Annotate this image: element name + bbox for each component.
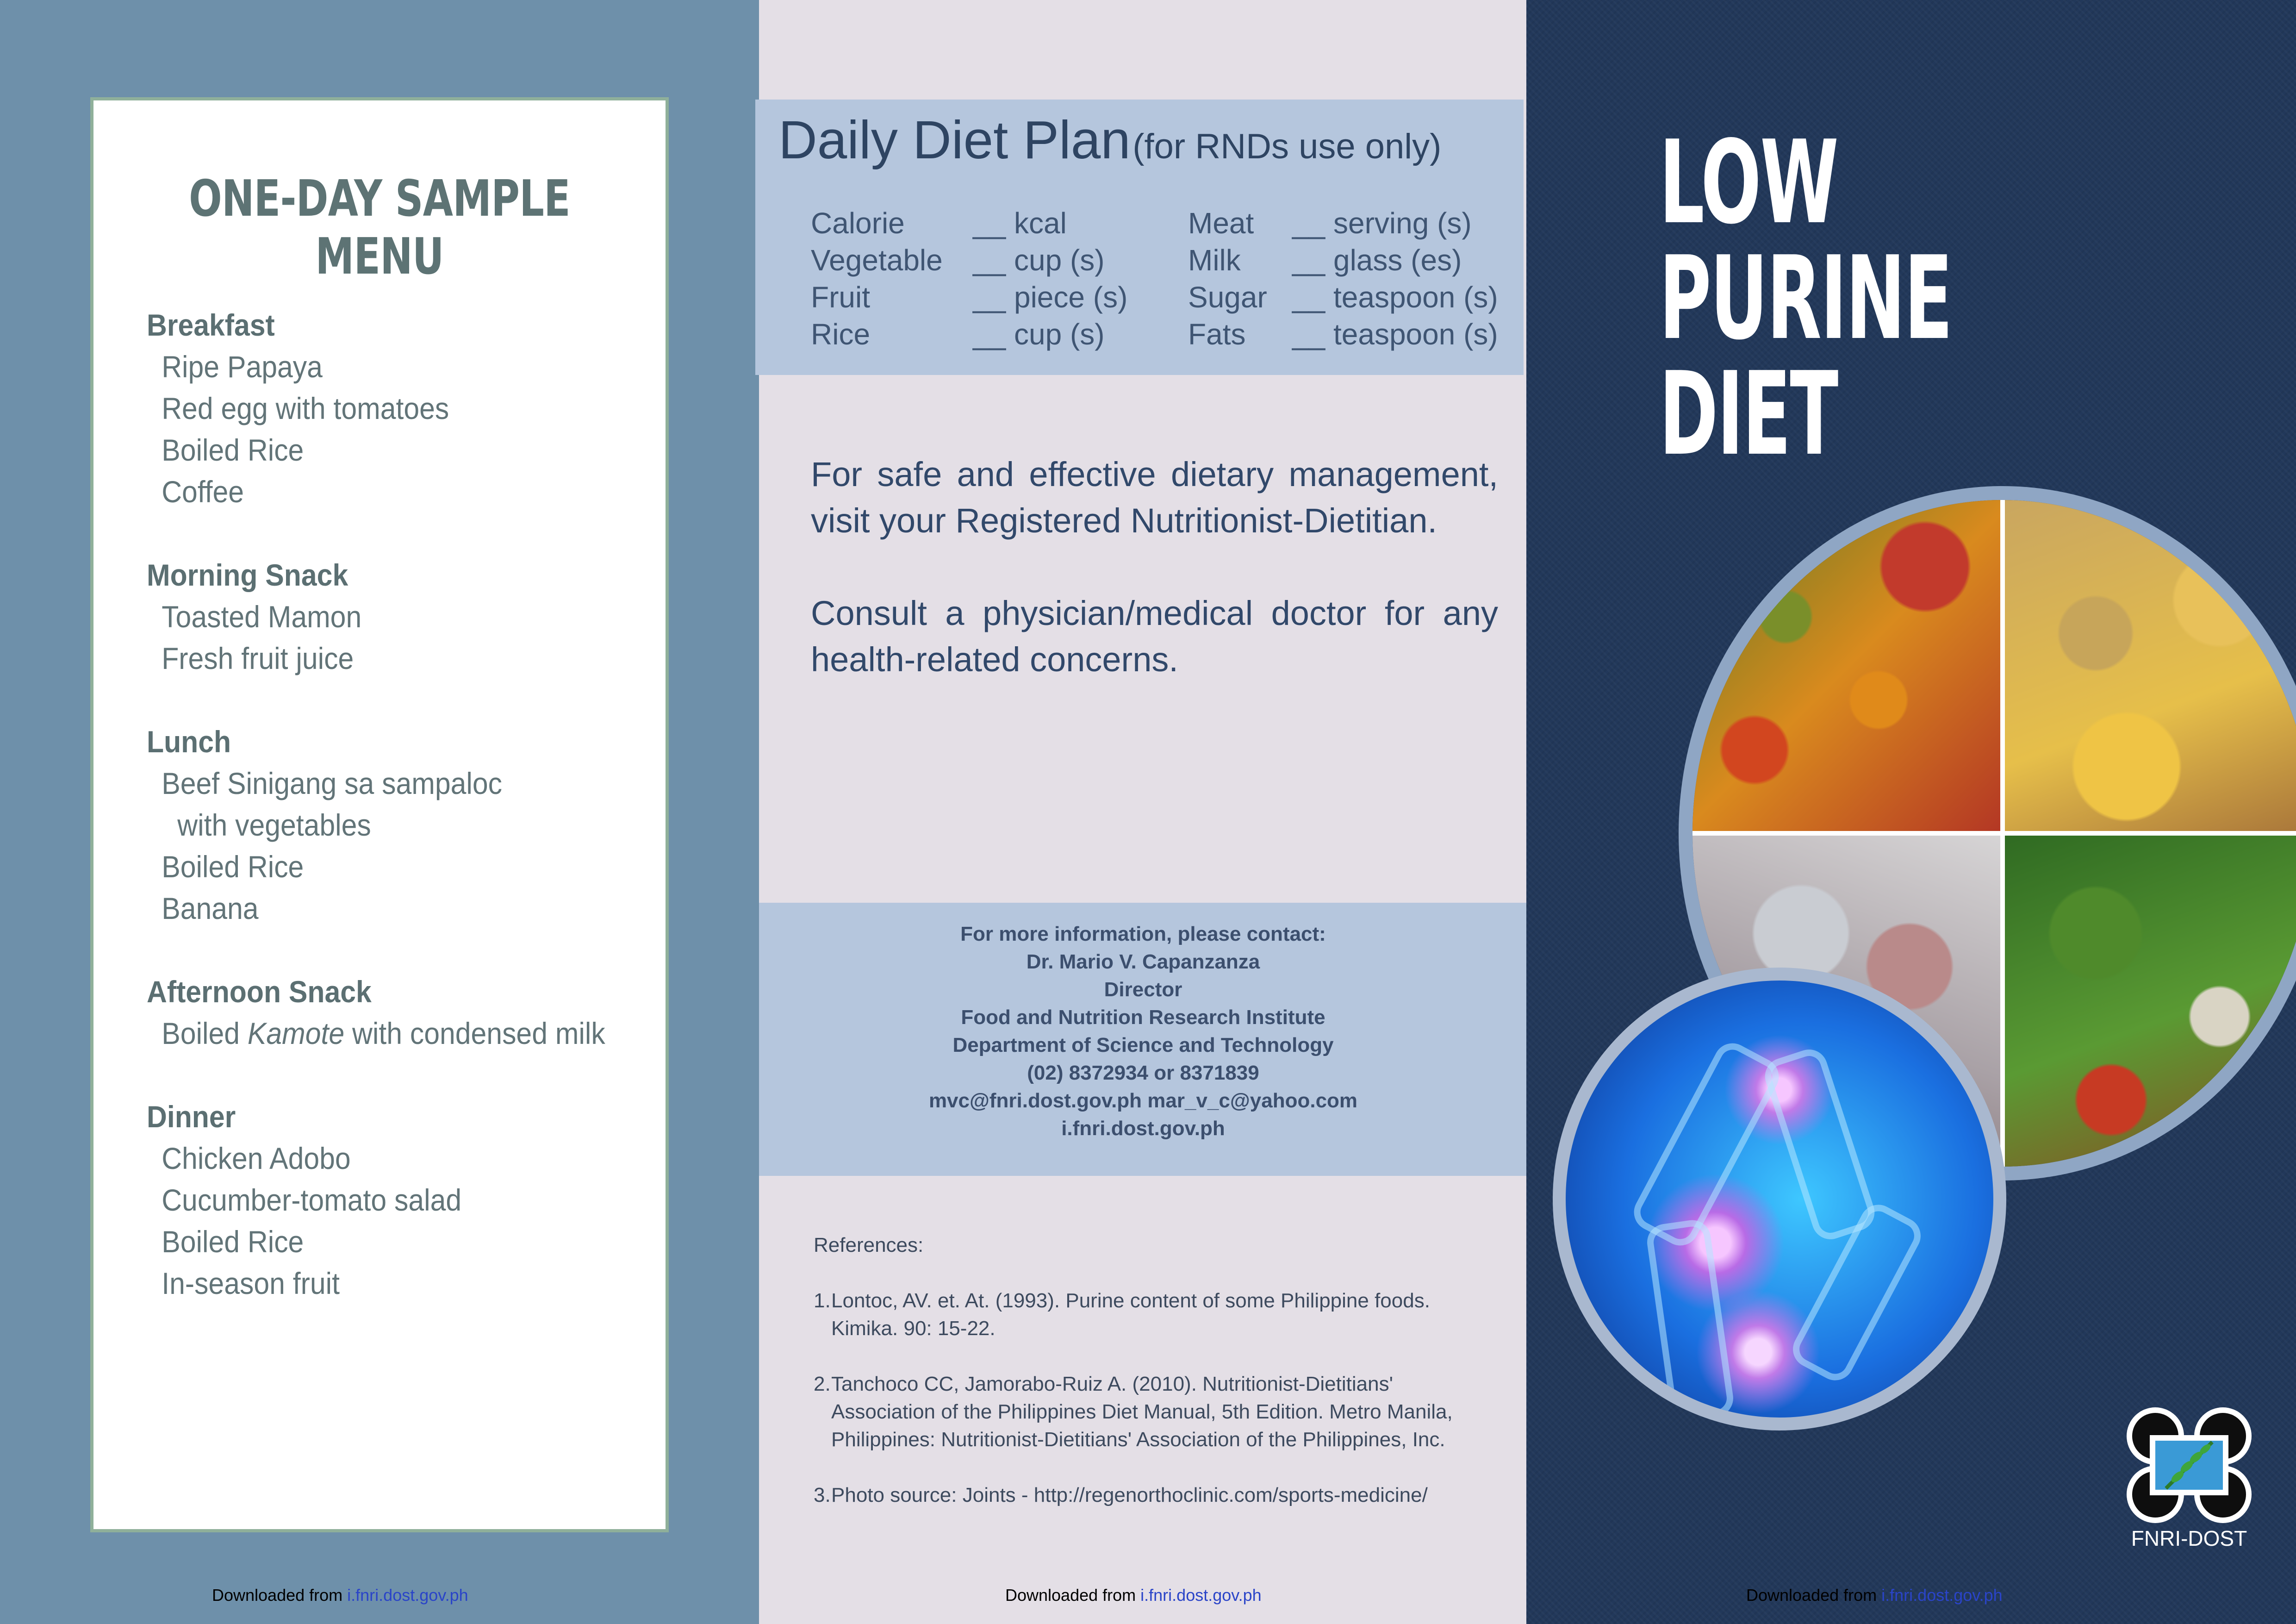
meal-item: Banana [162, 891, 259, 925]
meal-name: Afternoon Snack [147, 974, 372, 1009]
reference-number: 2. [814, 1373, 831, 1395]
plan-label: Vegetable [811, 244, 943, 277]
plan-title-note: (for RNDs use only) [1132, 127, 1442, 166]
image-divider [1692, 831, 2296, 836]
meal-item: Red egg with tomatoes [162, 391, 449, 425]
advice-physician: Consult a physician/medical doctor for any health-related concerns. [811, 594, 1498, 679]
footer-prefix: Downloaded from [212, 1586, 348, 1605]
plan-label: Rice [811, 318, 871, 351]
meal-name: Lunch [147, 725, 231, 759]
meal-afternoon-snack [147, 971, 645, 1054]
vegetables-image [2003, 833, 2296, 1167]
reference-item [814, 1481, 1494, 1509]
meal-name: Dinner [147, 1099, 236, 1134]
references-heading: References: [814, 1234, 924, 1256]
sample-menu-card [90, 97, 669, 1532]
reference-item [814, 1370, 1494, 1454]
plan-value: __ glass (es) [1292, 244, 1462, 277]
footer-left [212, 1586, 468, 1605]
contact-info [759, 920, 1527, 1143]
plan-label: Meat [1188, 206, 1254, 240]
plan-title [778, 109, 1441, 171]
plan-label: Fruit [811, 281, 870, 314]
plan-value: __ cup (s) [973, 244, 1105, 277]
meal-item-text: with condensed milk [344, 1016, 605, 1050]
meal-lunch [147, 721, 533, 929]
contact-line: Dr. Mario V. Capanzanza [1026, 950, 1260, 973]
fruits-image [1692, 500, 2003, 833]
meal-item: Chicken Adobo [162, 1141, 351, 1175]
meal-item: Coffee [162, 475, 244, 509]
meal-morning-snack [147, 554, 380, 679]
contact-line: For more information, please contact: [960, 923, 1326, 945]
plan-label: Calorie [811, 206, 905, 240]
reference-text: Tanchoco CC, Jamorabo-Ruiz A. (2010). Nutritionist-Dietitians' Association of the Philippines Diet Manual, 5th Edition. Metro Manila, Philippines: Nutritionist-Dietitians' Association of the Philippines, Inc. [831, 1373, 1453, 1451]
meal-dinner [147, 1096, 489, 1304]
plan-value: __ teaspoon (s) [1292, 318, 1498, 351]
plan-title-main: Daily Diet Plan [778, 110, 1131, 170]
plan-label: Fats [1188, 318, 1246, 351]
cover-title-line: PURINE [1659, 232, 1952, 365]
meal-item: Boiled Rice [162, 849, 304, 884]
footer-prefix: Downloaded from [1005, 1586, 1141, 1605]
footer-prefix: Downloaded from [1746, 1586, 1882, 1605]
meal-item: with vegetables [177, 808, 371, 842]
plan-value: __ piece (s) [973, 281, 1128, 314]
daily-diet-plan-box [755, 100, 1524, 375]
logo-text: FNRI-DOST [2131, 1526, 2247, 1550]
references [814, 1231, 1494, 1509]
meal-item: Boiled Rice [162, 1224, 304, 1259]
footer-link[interactable]: i.fnri.dost.gov.ph [1140, 1586, 1262, 1605]
footer-middle [1005, 1586, 1262, 1605]
meal-item: Ripe Papaya [162, 350, 323, 384]
plan-value: __ cup (s) [973, 318, 1105, 351]
plan-label: Sugar [1188, 281, 1267, 314]
meal-item-text: Boiled [162, 1016, 248, 1050]
footer-right [1746, 1586, 2003, 1605]
contact-line: Food and Nutrition Research Institute [961, 1006, 1325, 1029]
grains-image [2003, 500, 2296, 833]
plan-value: __ teaspoon (s) [1292, 281, 1498, 314]
reference-number: 1. [814, 1289, 831, 1312]
leg-bone-shape [1645, 1218, 1736, 1423]
leg-bone-shape [1760, 1045, 1879, 1244]
plan-value: __ kcal [973, 206, 1067, 240]
contact-line: Director [1104, 978, 1182, 1001]
reference-number: 3. [814, 1484, 831, 1506]
meal-item: Toasted Mamon [162, 600, 362, 634]
advice-dietitian: For safe and effective dietary management, visit your Registered Nutritionist-Dietitian. [811, 455, 1498, 540]
cover-title [1659, 116, 1952, 481]
contact-email[interactable]: mvc@fnri.dost.gov.ph mar_v_c@yahoo.com [928, 1089, 1358, 1112]
footer-link[interactable]: i.fnri.dost.gov.ph [347, 1586, 468, 1605]
logo-mark [2122, 1407, 2256, 1523]
leg-bone-shape [1628, 1037, 1786, 1252]
meal-name: Breakfast [147, 308, 275, 342]
meal-breakfast [147, 304, 475, 512]
cover-title-line: DIET [1659, 348, 1837, 481]
meal-item: Fresh fruit juice [162, 641, 354, 675]
meal-item: In-season fruit [162, 1266, 340, 1300]
meal-item [147, 1012, 605, 1054]
meal-item: Beef Sinigang sa sampaloc [162, 766, 503, 800]
footer-link[interactable]: i.fnri.dost.gov.ph [1881, 1586, 2003, 1605]
contact-website[interactable]: i.fnri.dost.gov.ph [1061, 1117, 1225, 1140]
cover-title-line: LOW [1659, 116, 1838, 250]
meal-item: Boiled Rice [162, 433, 304, 467]
meal-name: Morning Snack [147, 558, 348, 592]
reference-text: Lontoc, AV. et. At. (1993). Purine content of some Philippine foods. Kimika. 90: 15-22. [831, 1289, 1430, 1340]
reference-item [814, 1287, 1494, 1343]
fnri-dost-logo-icon [2122, 1407, 2256, 1551]
image-divider [2000, 500, 2005, 1167]
plan-label: Milk [1188, 244, 1241, 277]
meal-item: Cucumber-tomato salad [162, 1183, 462, 1217]
joints-image [1553, 968, 2006, 1430]
leg-bone-shape [1786, 1198, 1927, 1387]
menu-title: ONE-DAY SAMPLE MENU [189, 170, 570, 286]
meal-item-emphasis: Kamote [247, 1016, 345, 1050]
reference-text: Photo source: Joints - http://regenorthoclinic.com/sports-medicine/ [831, 1484, 1428, 1506]
contact-line: Department of Science and Technology [952, 1034, 1334, 1056]
plan-value: __ serving (s) [1292, 206, 1472, 240]
contact-line: (02) 8372934 or 8371839 [1027, 1062, 1259, 1084]
